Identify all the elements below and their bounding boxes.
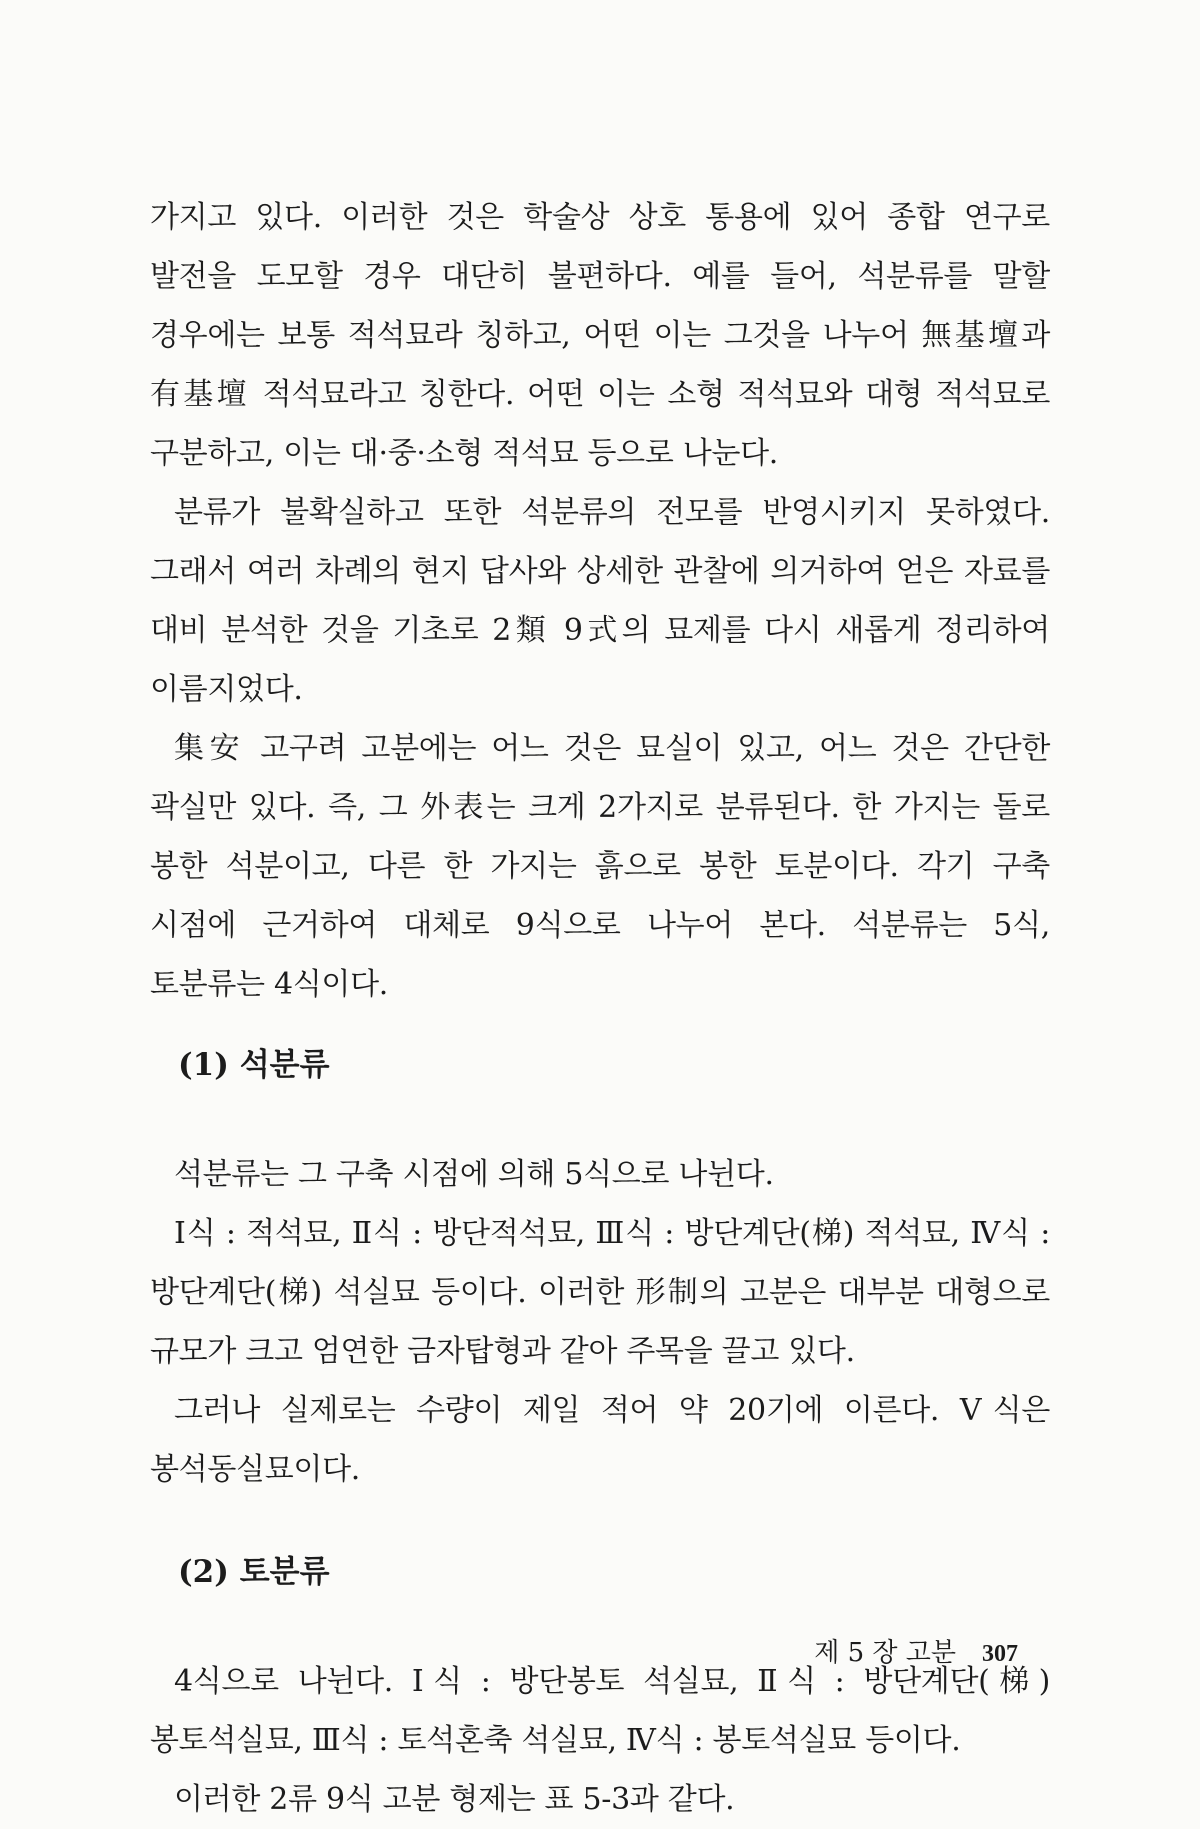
page-number: 307 bbox=[982, 1641, 1018, 1667]
paragraph-stone-intro: 석분류는 그 구축 시점에 의해 5식으로 나뉜다. bbox=[174, 1157, 774, 1192]
paragraph-stone-count: 그러나 실제로는 수량이 제일 적어 약 20기에 이른다. Ⅴ식은 봉석동실묘이다. bbox=[150, 1393, 1050, 1487]
paragraph-jian-tombs: 集安 고구려 고분에는 어느 것은 묘실이 있고, 어느 것은 간단한 곽실만 있다. 즉, 그 外表는 크게 2가지로 분류된다. 한 가지는 돌로 봉한 석분이고, 다른 한 가지는 흙으로 봉한 토분이다. 각기 구축 시점에 근거하여 대체로 9식으로 나누어 본다. 석분류는 5식, 토분류는 4식이다. bbox=[150, 731, 1050, 1002]
page-footer bbox=[814, 1632, 1018, 1669]
paragraph-classification: 분류가 불확실하고 또한 석분류의 전모를 반영시키지 못하였다. 그래서 여러 차례의 현지 답사와 상세한 관찰에 의거하여 얻은 자료를 대비 분석한 것을 기초로 2類 9式의 묘제를 다시 새롭게 정리하여 이름지었다. bbox=[150, 495, 1050, 707]
chapter-label: 제 5 장 고분 bbox=[814, 1638, 956, 1668]
paragraph-stone-types: Ⅰ식 : 적석묘, Ⅱ식 : 방단적석묘, Ⅲ식 : 방단계단(梯) 적석묘, Ⅳ식 : 방단계단(梯) 석실묘 등이다. 이러한 形制의 고분은 대부분 대형으로 규모가 크고 엄연한 금자탑형과 같아 주목을 끌고 있다. bbox=[150, 1216, 1050, 1369]
paragraph-continuation: 가지고 있다. 이러한 것은 학술상 상호 통용에 있어 종합 연구로 발전을 도모할 경우 대단히 불편하다. 예를 들어, 석분류를 말할 경우에는 보통 적석묘라 칭하고, 어떤 이는 그것을 나누어 無基壇과 有基壇 적석묘라고 칭한다. 어떤 이는 소형 적석묘와 대형 적석묘로 구분하고, 이는 대·중·소형 적석묘 등으로 나눈다. bbox=[150, 200, 1050, 471]
section-heading-earth-tombs: (2) 토분류 bbox=[178, 1554, 330, 1590]
paragraph-earth-types: 4식으로 나뉜다. Ⅰ식 : 방단봉토 석실묘, Ⅱ식 : 방단계단(梯) 봉토석실묘, Ⅲ식 : 토석혼축 석실묘, Ⅳ식 : 봉토석실묘 등이다. bbox=[150, 1664, 1050, 1758]
section-heading-stone-tombs: (1) 석분류 bbox=[178, 1047, 330, 1083]
document-body bbox=[150, 188, 1050, 1829]
paragraph-table-reference: 이러한 2류 9식 고분 형제는 표 5-3과 같다. bbox=[174, 1782, 735, 1817]
